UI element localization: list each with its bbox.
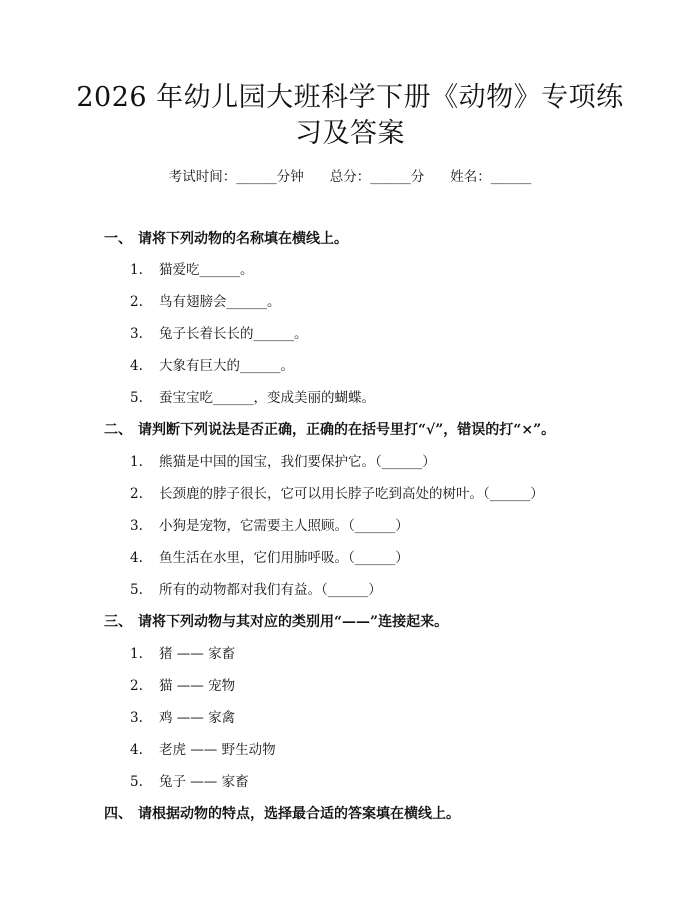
question-text: 老虎 —— 野生动物 [159, 742, 276, 758]
question-number: 4. [130, 742, 143, 758]
question-text: 所有的动物都对我们有益。（______） [159, 582, 382, 598]
question-item [130, 548, 409, 568]
question-text: 长颈鹿的脖子很长，它可以用长脖子吃到高处的树叶。（______） [159, 486, 544, 502]
question-item [130, 708, 235, 728]
section-number: 三、 [104, 614, 132, 630]
section-number: 二、 [104, 422, 132, 438]
question-text: 鸟有翅膀会______。 [159, 294, 281, 310]
question-text: 大象有巨大的______。 [159, 358, 294, 374]
question-number: 1. [130, 262, 143, 278]
section-3-heading [104, 612, 448, 632]
section-instruction: 请判断下列说法是否正确，正确的在括号里打“√”，错误的打“×”。 [138, 422, 556, 438]
section-number: 一、 [104, 231, 132, 247]
question-item [130, 644, 235, 664]
question-item [130, 324, 308, 344]
question-number: 5. [130, 390, 143, 406]
question-number: 3. [130, 518, 143, 534]
question-number: 5. [130, 774, 143, 790]
question-text: 猪 —— 家畜 [159, 646, 236, 662]
question-item [130, 580, 382, 600]
question-number: 2. [130, 486, 143, 502]
question-item [130, 676, 235, 696]
question-text: 小狗是宠物，它需要主人照顾。（______） [159, 518, 409, 534]
question-text: 猫 —— 宠物 [159, 678, 236, 694]
question-item [130, 292, 281, 312]
question-item [130, 484, 544, 504]
section-instruction: 请将下列动物的名称填在横线上。 [138, 231, 348, 247]
question-text: 鱼生活在水里，它们用肺呼吸。（______） [159, 550, 409, 566]
question-text: 兔子 —— 家畜 [159, 774, 249, 790]
question-number: 1. [130, 454, 143, 470]
student-name-field: 姓名：______ [450, 169, 532, 185]
question-number: 2. [130, 678, 143, 694]
question-item [130, 452, 436, 472]
question-item [130, 740, 276, 760]
section-instruction: 请根据动物的特点，选择最合适的答案填在横线上。 [138, 806, 460, 822]
question-text: 兔子长着长长的______。 [159, 326, 308, 342]
exam-time-field: 考试时间：______分钟 [168, 169, 304, 185]
question-text: 猫爱吃______。 [159, 262, 254, 278]
question-item [130, 260, 254, 280]
question-number: 3. [130, 710, 143, 726]
question-item [130, 772, 249, 792]
question-item [130, 516, 409, 536]
question-number: 1. [130, 646, 143, 662]
section-number: 四、 [104, 806, 132, 822]
question-text: 熊猫是中国的国宝，我们要保护它。（______） [159, 454, 436, 470]
section-4-heading [104, 804, 460, 824]
section-instruction: 请将下列动物与其对应的类别用“——”连接起来。 [138, 614, 449, 630]
question-number: 2. [130, 294, 143, 310]
question-item [130, 388, 375, 408]
question-text: 蚕宝宝吃______，变成美丽的蝴蝶。 [159, 390, 375, 406]
question-number: 5. [130, 582, 143, 598]
section-2-heading [104, 420, 555, 440]
question-number: 4. [130, 550, 143, 566]
question-item [130, 356, 294, 376]
question-text: 鸡 —— 家禽 [159, 710, 236, 726]
page-title-line-2: 习及答案 [295, 118, 405, 149]
total-score-field: 总分：______分 [329, 169, 425, 185]
page-title-line-1: 2026 年幼儿园大班科学下册《动物》专项练 [76, 82, 624, 113]
question-number: 3. [130, 326, 143, 342]
section-1-heading [104, 229, 348, 249]
question-number: 4. [130, 358, 143, 374]
exam-info-line [0, 167, 700, 187]
